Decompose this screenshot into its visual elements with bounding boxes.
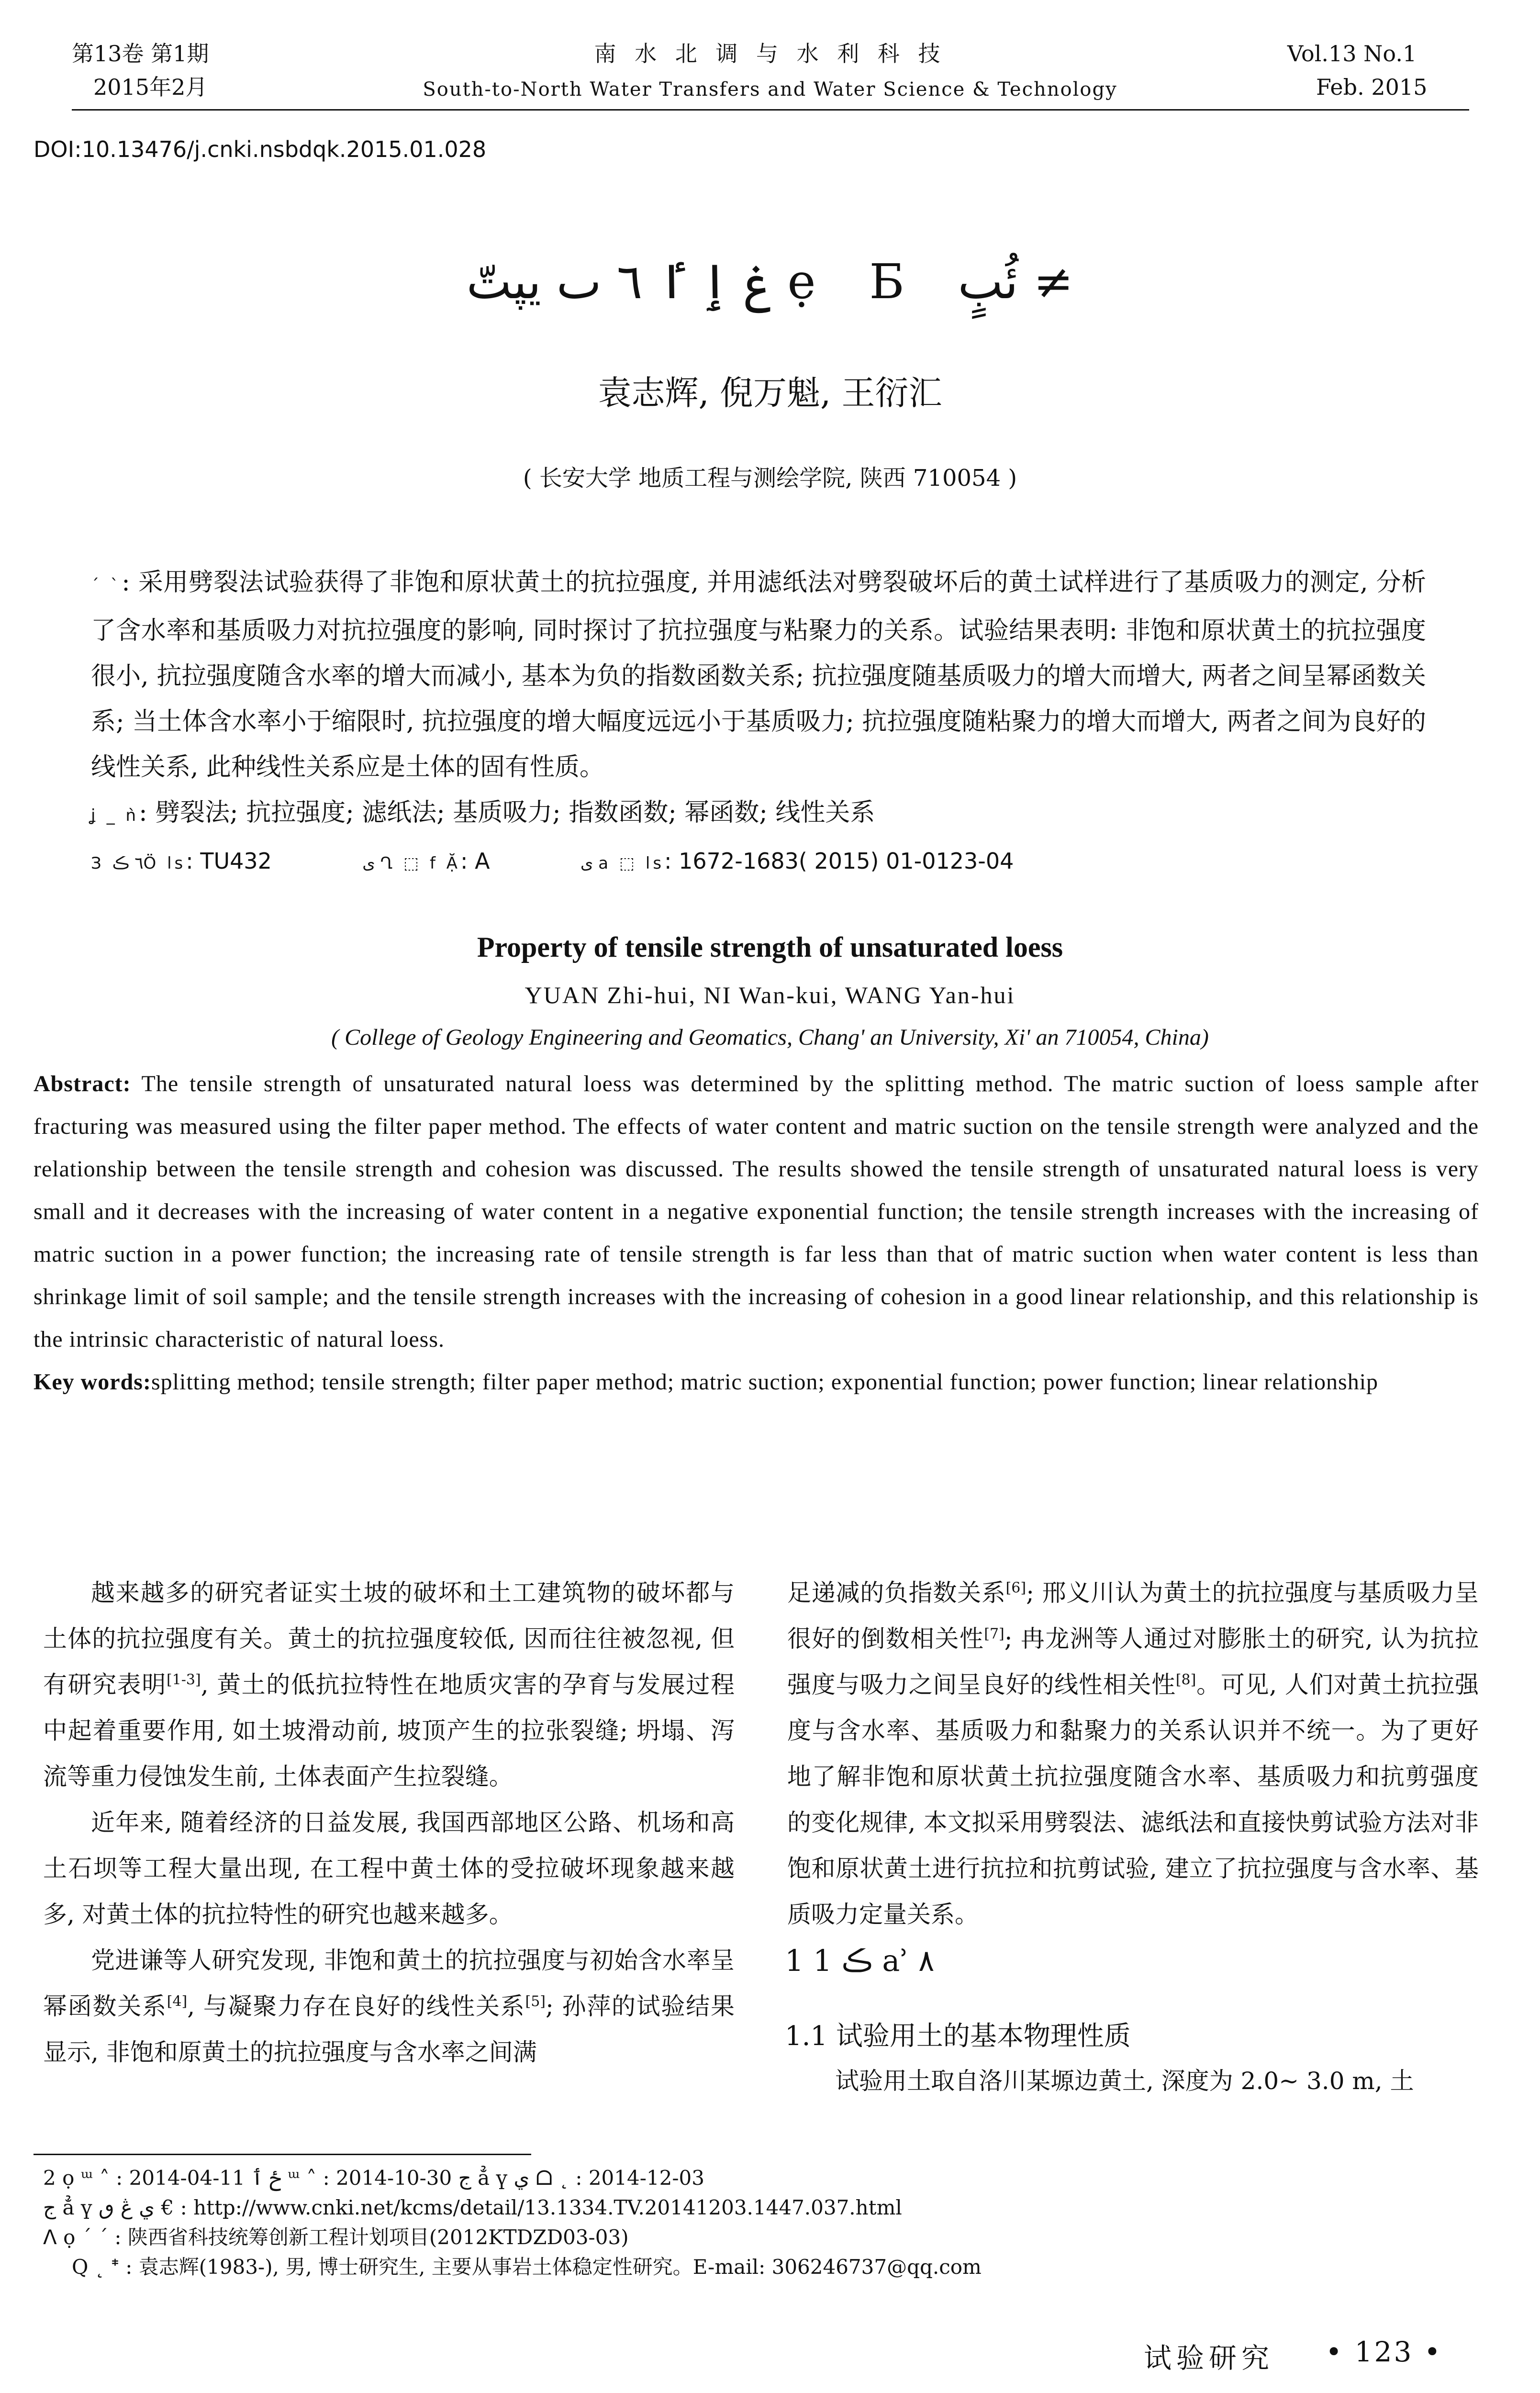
classification-value: : TU432 bbox=[186, 848, 272, 874]
journal-title-en: South-to-North Water Transfers and Water Science & Technology bbox=[423, 78, 1117, 101]
abstract-cn-label: ˊ ˋ bbox=[91, 576, 122, 595]
citation: [4] bbox=[167, 1993, 188, 2010]
paper-title-cn: غ ٳ ٵ ٦ ٮ يپتّ ẹ Б ئُبٍ ≠ bbox=[466, 254, 1074, 310]
doc-code-value: : A bbox=[460, 848, 490, 874]
abstract-en-paragraph bbox=[33, 1062, 1479, 1361]
abstract-cn bbox=[91, 560, 1426, 886]
journal-date: 2015年2月 bbox=[93, 74, 208, 100]
footnote-dates: 2 ọ ᵚ ˄ : 2014-04-11 ځ ٲ ᵚ ˄ : 2014-10-30 ج ẳ ү ي ᗝ ˛ : 2014-12-03 bbox=[43, 2166, 704, 2190]
journal-date-en: Feb. 2015 bbox=[1316, 74, 1428, 100]
body-text: 越来越多的研究者证实土坡的破坏和土工建筑物的破坏都与土体的抗拉强度有关。黄土的抗拉强度较低, 因而往往被忽视, 但有研究表明 bbox=[43, 1579, 735, 1699]
journal-title-cn: 南 水 北 调 与 水 利 科 技 bbox=[594, 41, 946, 67]
keywords-en-text: splitting method; tensile strength; filter paper method; matric suction; exponential function; power function; linear relationship bbox=[151, 1369, 1379, 1395]
authors-cn: 袁志辉, 倪万魁, 王衍汇 bbox=[598, 373, 942, 413]
citation: [7] bbox=[984, 1625, 1004, 1643]
citation: [5] bbox=[525, 1993, 546, 2010]
footnote-rule bbox=[33, 2154, 531, 2155]
doc-code-label: ی Ղ ⬚ f Ặ bbox=[362, 854, 461, 873]
body-text: , 黄土的低抗拉特性在地质灾害的孕育与发展过程中起着重要作用, 如土坡滑动前, 坡顶产生的拉张裂缝; 坍塌、泻流等重力侵蚀发生前, 土体表面产生拉裂缝。 bbox=[43, 1671, 735, 1790]
body-left-column bbox=[43, 1570, 735, 2075]
footnote-url: ج ẳ ү ي ڠ ٯ € : http://www.cnki.net/kcms/detail/13.1334.TV.20141203.1447.037.html bbox=[43, 2196, 902, 2219]
page-number: • 123 • bbox=[1326, 2336, 1442, 2368]
keywords-en-label: Key words: bbox=[33, 1369, 151, 1395]
article-id-value: : 1672-1683( 2015) 01-0123-04 bbox=[664, 848, 1014, 874]
body-text: 。可见, 人们对黄土抗拉强度与含水率、基质吸力和黏聚力的关系认识并不统一。为了更好地了解非饱和原状黄土抗拉强度随含水率、基质吸力和抗剪强度的变化规律, 本文拟采用劈裂法、滤纸法和直接快剪试验方法对非饱和原状黄土进行抗拉和抗剪试验, 建立了抗拉强度与含水率、基质吸力定量关系。 bbox=[787, 1671, 1479, 1928]
abstract-cn-paragraph bbox=[91, 560, 1426, 790]
keywords-cn-label: ʝ _ ǹ bbox=[91, 806, 139, 825]
abstract-en-label: Abstract: bbox=[33, 1071, 131, 1096]
footnote-author-bio: Q ˛ ᙿ : 袁志辉(1983-), 男, 博士研究生, 主要从事岩土体稳定性研究。E-mail: 306246737@qq.com bbox=[72, 2255, 982, 2279]
authors-en: YUAN Zhi-hui, NI Wan-kui, WANG Yan-hui bbox=[524, 982, 1016, 1008]
abstract-en bbox=[33, 1062, 1479, 1403]
body-text: ; 邢义川认为黄土的抗拉强度与基质吸力呈很好的倒数相关性 bbox=[787, 1579, 1479, 1653]
doi: DOI:10.13476/j.cnki.nsbdqk.2015.01.028 bbox=[33, 136, 487, 162]
journal-volume-issue: 第13卷 第1期 bbox=[72, 41, 209, 67]
section-heading-1: 1 1 ڪ ẚ ٨ bbox=[785, 1943, 935, 1978]
article-id-label: ی a ⬚ ls bbox=[580, 854, 665, 873]
footer-section-label: 试验研究 bbox=[1144, 2342, 1274, 2374]
citation: [1-3] bbox=[166, 1671, 201, 1689]
keywords-cn bbox=[91, 790, 1426, 839]
body-paragraph bbox=[787, 1570, 1479, 1937]
citation: [6] bbox=[1005, 1579, 1027, 1597]
keywords-cn-text: : 劈裂法; 抗拉强度; 滤纸法; 基质吸力; 指数函数; 幂函数; 线性关系 bbox=[139, 798, 875, 827]
abstract-cn-text: : 采用劈裂法试验获得了非饱和原状黄土的抗拉强度, 并用滤纸法对劈裂破坏后的黄土试样进行了基质吸力的测定, 分析了含水率和基质吸力对抗拉强度的影响, 同时探讨了抗拉强度与粘聚力的关系。试验结果表明: 非饱和原状黄土的抗拉强度很小, 抗拉强度随含水率的增大而减小, 基本为负的指数函数关系; 抗拉强度随基质吸力的增大而增大, 两者之间呈幂函数关系; 当土体含水率小于缩限时, 抗拉强度的增大幅度远远小于基质吸力; 抗拉强度随粘聚力的增大而增大, 两者之间为良好的线性关系, 此种线性关系应是土体的固有性质。 bbox=[91, 568, 1426, 782]
body-paragraph bbox=[43, 1570, 735, 1800]
body-text: ; 孙萍的试验结果显示, 非饱和原黄土的抗拉强度与含水率之间满 bbox=[43, 1992, 735, 2066]
footnotes bbox=[43, 2163, 1479, 2282]
affiliation-cn: ( 长安大学 地质工程与测绘学院, 陕西 710054 ) bbox=[523, 465, 1017, 492]
affiliation-en: ( College of Geology Engineering and Geomatics, Chang' an University, Xi' an 710054, China) bbox=[331, 1025, 1209, 1050]
header-rule bbox=[72, 109, 1469, 111]
subsection-heading-1-1: 1.1 试验用土的基本物理性质 bbox=[785, 2021, 1131, 2052]
classification-line bbox=[91, 839, 1426, 886]
body-paragraph: 近年来, 随着经济的日益发展, 我国西部地区公路、机场和高土石坝等工程大量出现, 在工程中黄土体的受拉破坏现象越来越多, 对黄土体的抗拉特性的研究也越来越多。 bbox=[43, 1809, 735, 1928]
body-paragraph: 试验用土取自洛川某塬边黄土, 深度为 2.0~ 3.0 m, 土 bbox=[835, 2067, 1414, 2095]
journal-vol-en: Vol.13 No.1 bbox=[1287, 41, 1417, 67]
body-right-column bbox=[787, 1570, 1479, 1937]
body-text: , 与凝聚力存在良好的线性关系 bbox=[187, 1992, 525, 2020]
paper-title-en: Property of tensile strength of unsaturated loess bbox=[477, 931, 1063, 963]
body-paragraph bbox=[43, 1937, 735, 2075]
citation: [8] bbox=[1175, 1671, 1196, 1689]
keywords-en bbox=[33, 1361, 1479, 1403]
body-text: 足递减的负指数关系 bbox=[787, 1579, 1006, 1607]
body-right-column-continued bbox=[787, 2058, 1479, 2104]
abstract-en-text: The tensile strength of unsaturated natural loess was determined by the splitting method. The matric suction of loess sample after fracturing was measured using the filter paper method. The effects of water content and matric suction on the tensile strength were analyzed and the relationship between the tensile strength and cohesion was discussed. The results showed the tensile strength of unsaturated natural loess is very small and it decreases with the increasing of water content in a negative exponential function; the tensile strength increases with the increasing of matric suction in a power function; the increasing rate of tensile strength is far less than that of matric suction when water content is less than shrinkage limit of soil sample; and the tensile strength increases with the increasing of cohesion in a good linear relationship, and this relationship is the intrinsic characteristic of natural loess. bbox=[33, 1071, 1479, 1352]
body-text: 党进谦等人研究发现, 非饱和黄土的抗拉强度与初始含水率呈幂函数关系 bbox=[43, 1946, 735, 2020]
body-text: ; 冉龙洲等人通过对膨胀土的研究, 认为抗拉强度与吸力之间呈良好的线性相关性 bbox=[787, 1625, 1479, 1699]
classification-label: З ٦ ڪÖ ls bbox=[91, 854, 186, 873]
footnote-funding: ᐱ ọ ˊ ˊ : 陕西省科技统筹创新工程计划项目(2012KTDZD03-03) bbox=[43, 2225, 629, 2249]
